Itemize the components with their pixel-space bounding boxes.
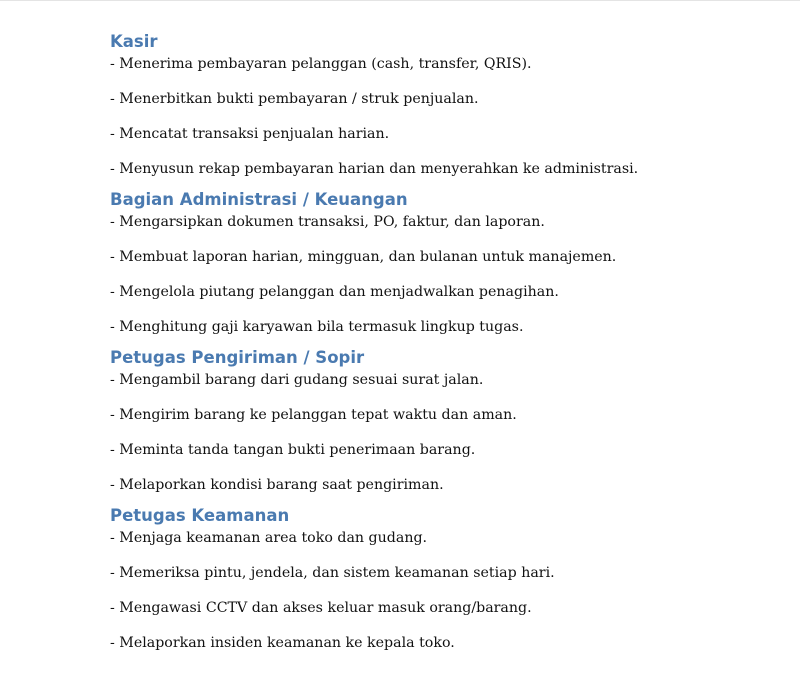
- document-content: [110, 30, 780, 653]
- list-item: - Menghitung gaji karyawan bila termasuk lingkup tugas.: [110, 319, 524, 335]
- list-item: - Melaporkan kondisi barang saat pengiriman.: [110, 477, 444, 493]
- section-pengiriman-sopir: [110, 346, 780, 495]
- section-heading: Petugas Keamanan: [110, 506, 290, 525]
- list-item: - Mengambil barang dari gudang sesuai surat jalan.: [110, 372, 484, 388]
- section-administrasi-keuangan: [110, 188, 780, 337]
- list-item: - Mengawasi CCTV dan akses keluar masuk orang/barang.: [110, 600, 532, 616]
- list-item: - Mengarsipkan dokumen transaksi, PO, faktur, dan laporan.: [110, 214, 545, 230]
- list-item: - Melaporkan insiden keamanan ke kepala toko.: [110, 635, 455, 651]
- section-heading: Petugas Pengiriman / Sopir: [110, 348, 365, 367]
- section-heading: Bagian Administrasi / Keuangan: [110, 190, 408, 209]
- list-item: - Mencatat transaksi penjualan harian.: [110, 126, 390, 142]
- list-item: - Membuat laporan harian, mingguan, dan bulanan untuk manajemen.: [110, 249, 617, 265]
- list-item: - Mengelola piutang pelanggan dan menjadwalkan penagihan.: [110, 284, 559, 300]
- list-item: - Meminta tanda tangan bukti penerimaan barang.: [110, 442, 476, 458]
- section-kasir: [110, 30, 780, 179]
- list-item: - Menjaga keamanan area toko dan gudang.: [110, 530, 428, 546]
- section-keamanan: [110, 504, 780, 653]
- list-item: - Menerbitkan bukti pembayaran / struk penjualan.: [110, 91, 479, 107]
- list-item: - Menyusun rekap pembayaran harian dan menyerahkan ke administrasi.: [110, 161, 639, 177]
- list-item: - Mengirim barang ke pelanggan tepat waktu dan aman.: [110, 407, 517, 423]
- section-heading: Kasir: [110, 32, 158, 51]
- list-item: - Menerima pembayaran pelanggan (cash, transfer, QRIS).: [110, 56, 532, 72]
- page-top-divider: [0, 0, 800, 1]
- list-item: - Memeriksa pintu, jendela, dan sistem keamanan setiap hari.: [110, 565, 555, 581]
